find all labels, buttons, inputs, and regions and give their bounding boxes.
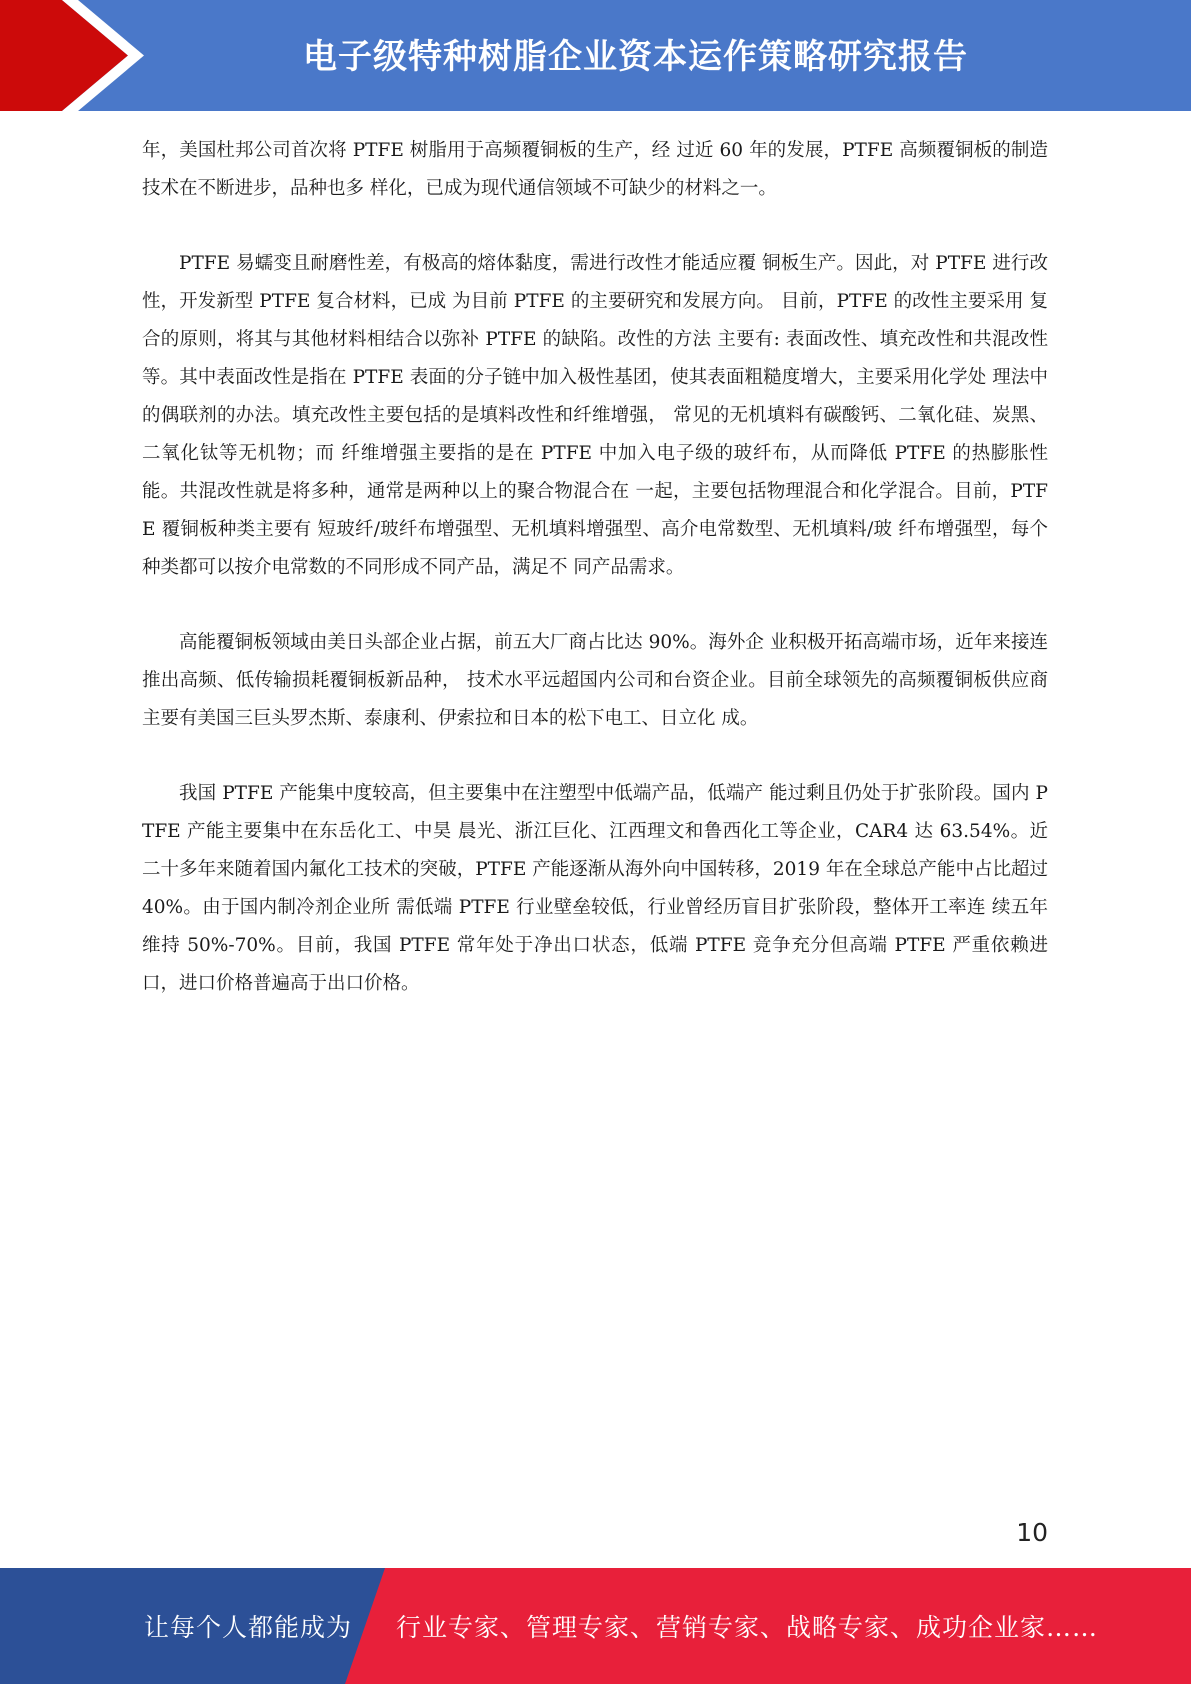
red-chevron-arrow-icon — [0, 0, 170, 111]
body-paragraph-4: 我国 PTFE 产能集中度较高，但主要集中在注塑型中低端产品，低端产 能过剩且仍处于扩张阶段。国内 PTFE 产能主要集中在东岳化工、中昊 晨光、浙江巨化、江西理文和鲁西化工等企业，CAR4 达 63.54%。近 二十多年来随着国内氟化工技术的突破，PTFE 产能逐渐从海外向中国转移，2019 年在全球总产能中占比超过 40%。由于国内制冷剂企业所 需低端 PTFE 行业壁垒较低，行业曾经历盲目扩张阶段，整体开工率连 续五年维持 50%-70%。目前，我国 PTFE 常年处于净出口状态，低端 PTFE 竞争充分但高端 PTFE 严重依赖进口，进口价格普遍高于出口价格。 — [142, 783, 1048, 994]
body-paragraph-2: PTFE 易蠕变且耐磨性差，有极高的熔体黏度，需进行改性才能适应覆 铜板生产。因此，对 PTFE 进行改性，开发新型 PTFE 复合材料，已成 为目前 PTFE 的主要研究和发展方向。 目前，PTFE 的改性主要采用 复合的原则，将其与其他材料相结合以弥补 PTFE 的缺陷。改性的方法 主要有: 表面改性、填充改性和共混改性等。其中表面改性是指在 PTFE 表面的分子链中加入极性基团，使其表面粗糙度增大，主要采用化学处 理法中的偶联剂的办法。填充改性主要包括的是填料改性和纤维增强， 常见的无机填料有碳酸钙、二氧化硅、炭黑、 二氧化钛等无机物；而 纤维增强主要指的是在 PTFE 中加入电子级的玻纤布，从而降低 PTFE 的热膨胀性能。共混改性就是将多种，通常是两种以上的聚合物混合在 一起，主要包括物理混合和化学混合。目前，PTFE 覆铜板种类主要有 短玻纤/玻纤布增强型、无机填料增强型、高介电常数型、无机填料/玻 纤布增强型，每个种类都可以按介电常数的不同形成不同产品，满足不 同产品需求。 — [142, 253, 1048, 578]
body-paragraph-1: 年，美国杜邦公司首次将 PTFE 树脂用于高频覆铜板的生产，经 过近 60 年的发展，PTFE 高频覆铜板的制造技术在不断进步，品种也多 样化，已成为现代通信领域不可缺少的材料之一。 — [142, 140, 1048, 199]
page-header — [0, 0, 1191, 111]
document-title: 电子级特种树脂企业资本运作策略研究报告 — [303, 36, 968, 77]
page-footer — [0, 1568, 1191, 1684]
page-number: 10 — [1016, 1518, 1048, 1547]
footer-slogan-left: 让每个人都能成为 — [144, 1613, 353, 1642]
report-body — [142, 132, 1048, 1040]
body-paragraph-3: 高能覆铜板领域由美日头部企业占据，前五大厂商占比达 90%。海外企 业积极开拓高端市场，近年来接连推出高频、低传输损耗覆铜板新品种， 技术水平远超国内公司和台资企业。目前全球领先的高频覆铜板供应商 主要有美国三巨头罗杰斯、泰康利、伊索拉和日本的松下电工、日立化 成。 — [142, 632, 1048, 729]
footer-slogan-right: 行业专家、管理专家、营销专家、战略专家、成功企业家…… — [396, 1613, 1099, 1642]
